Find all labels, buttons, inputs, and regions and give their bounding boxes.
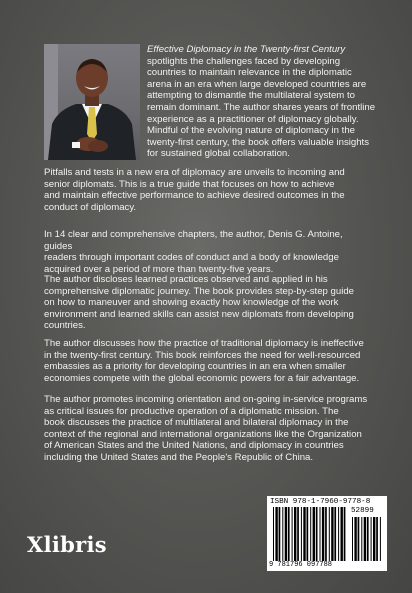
- intro-line: Mindful of the evolving nature of diplomacy in the: [147, 125, 355, 137]
- author-photo: [44, 44, 140, 160]
- intro-line: remain dominant. The author shares years of frontline: [147, 101, 376, 113]
- ean-digits: 9 781796 097788: [269, 561, 333, 569]
- intro-line: for sustained global collaboration.: [147, 148, 290, 160]
- publisher-logo: Xlibris: [27, 532, 107, 557]
- intro-line: twenty-first century, the book offers valuable insights: [147, 136, 370, 148]
- description-paragraph: The author promotes incoming orientation and on-going in-service programs as critical issues for productive operation of a diplomatic mission. The book discusses the practice of multilateral and bilateral diplomacy in the context of the regional and international organizations like the Organization of American States and the United Nations, and diplomacy in countries including the United States and the People's Republic of China.: [44, 394, 368, 463]
- description-paragraph: The author discusses how the practice of traditional diplomacy is ineffective in the twenty-first century. This book reinforces the need for well-resourced embassies as a priority for developing countries in an era when smaller economies compete with the global economic powers for a fair advantage.: [44, 338, 364, 384]
- book-title: Effective Diplomacy in the Twenty-first Century: [147, 44, 346, 55]
- intro-line: spotlights the challenges faced by developing: [147, 55, 341, 67]
- barcode-bars: [273, 507, 349, 561]
- intro-line: attempting to dismantle the multilateral system to: [147, 90, 355, 102]
- description-paragraph: Pitfalls and tests in a new era of diplomacy are unveils to incoming and senior diplomats. This is a true guide that focuses on how to achieve and maintain effective performance to achieve desired outcomes in the conduct of diplomacy.: [44, 167, 345, 213]
- isbn-barcode: [267, 496, 387, 571]
- description-paragraph: The author discloses learned practices observed and applied in his comprehensive diplomatic journey. The book provides step-by-step guide on how to maneuver and showing exactly how knowledge of the work environment and learned skills can assist new diplomats from developing countries.: [44, 274, 355, 332]
- isbn-number: ISBN 978-1-7960-9778-8: [270, 498, 371, 506]
- intro-line: countries to maintain relevance in the diplomatic: [147, 67, 352, 79]
- intro-line: arena in an era when large developed countries are: [147, 78, 367, 90]
- barcode-addon-bars: [352, 517, 382, 561]
- intro-text: [147, 44, 387, 160]
- description-paragraph: In 14 clear and comprehensive chapters, the author, Denis G. Antoine, guides readers through important codes of conduct and a body of knowledge acquired over a period of more than twenty-five years.: [44, 229, 343, 275]
- intro-line: experience as a practitioner of diplomacy globally.: [147, 113, 359, 125]
- price-code: 52899: [351, 507, 374, 515]
